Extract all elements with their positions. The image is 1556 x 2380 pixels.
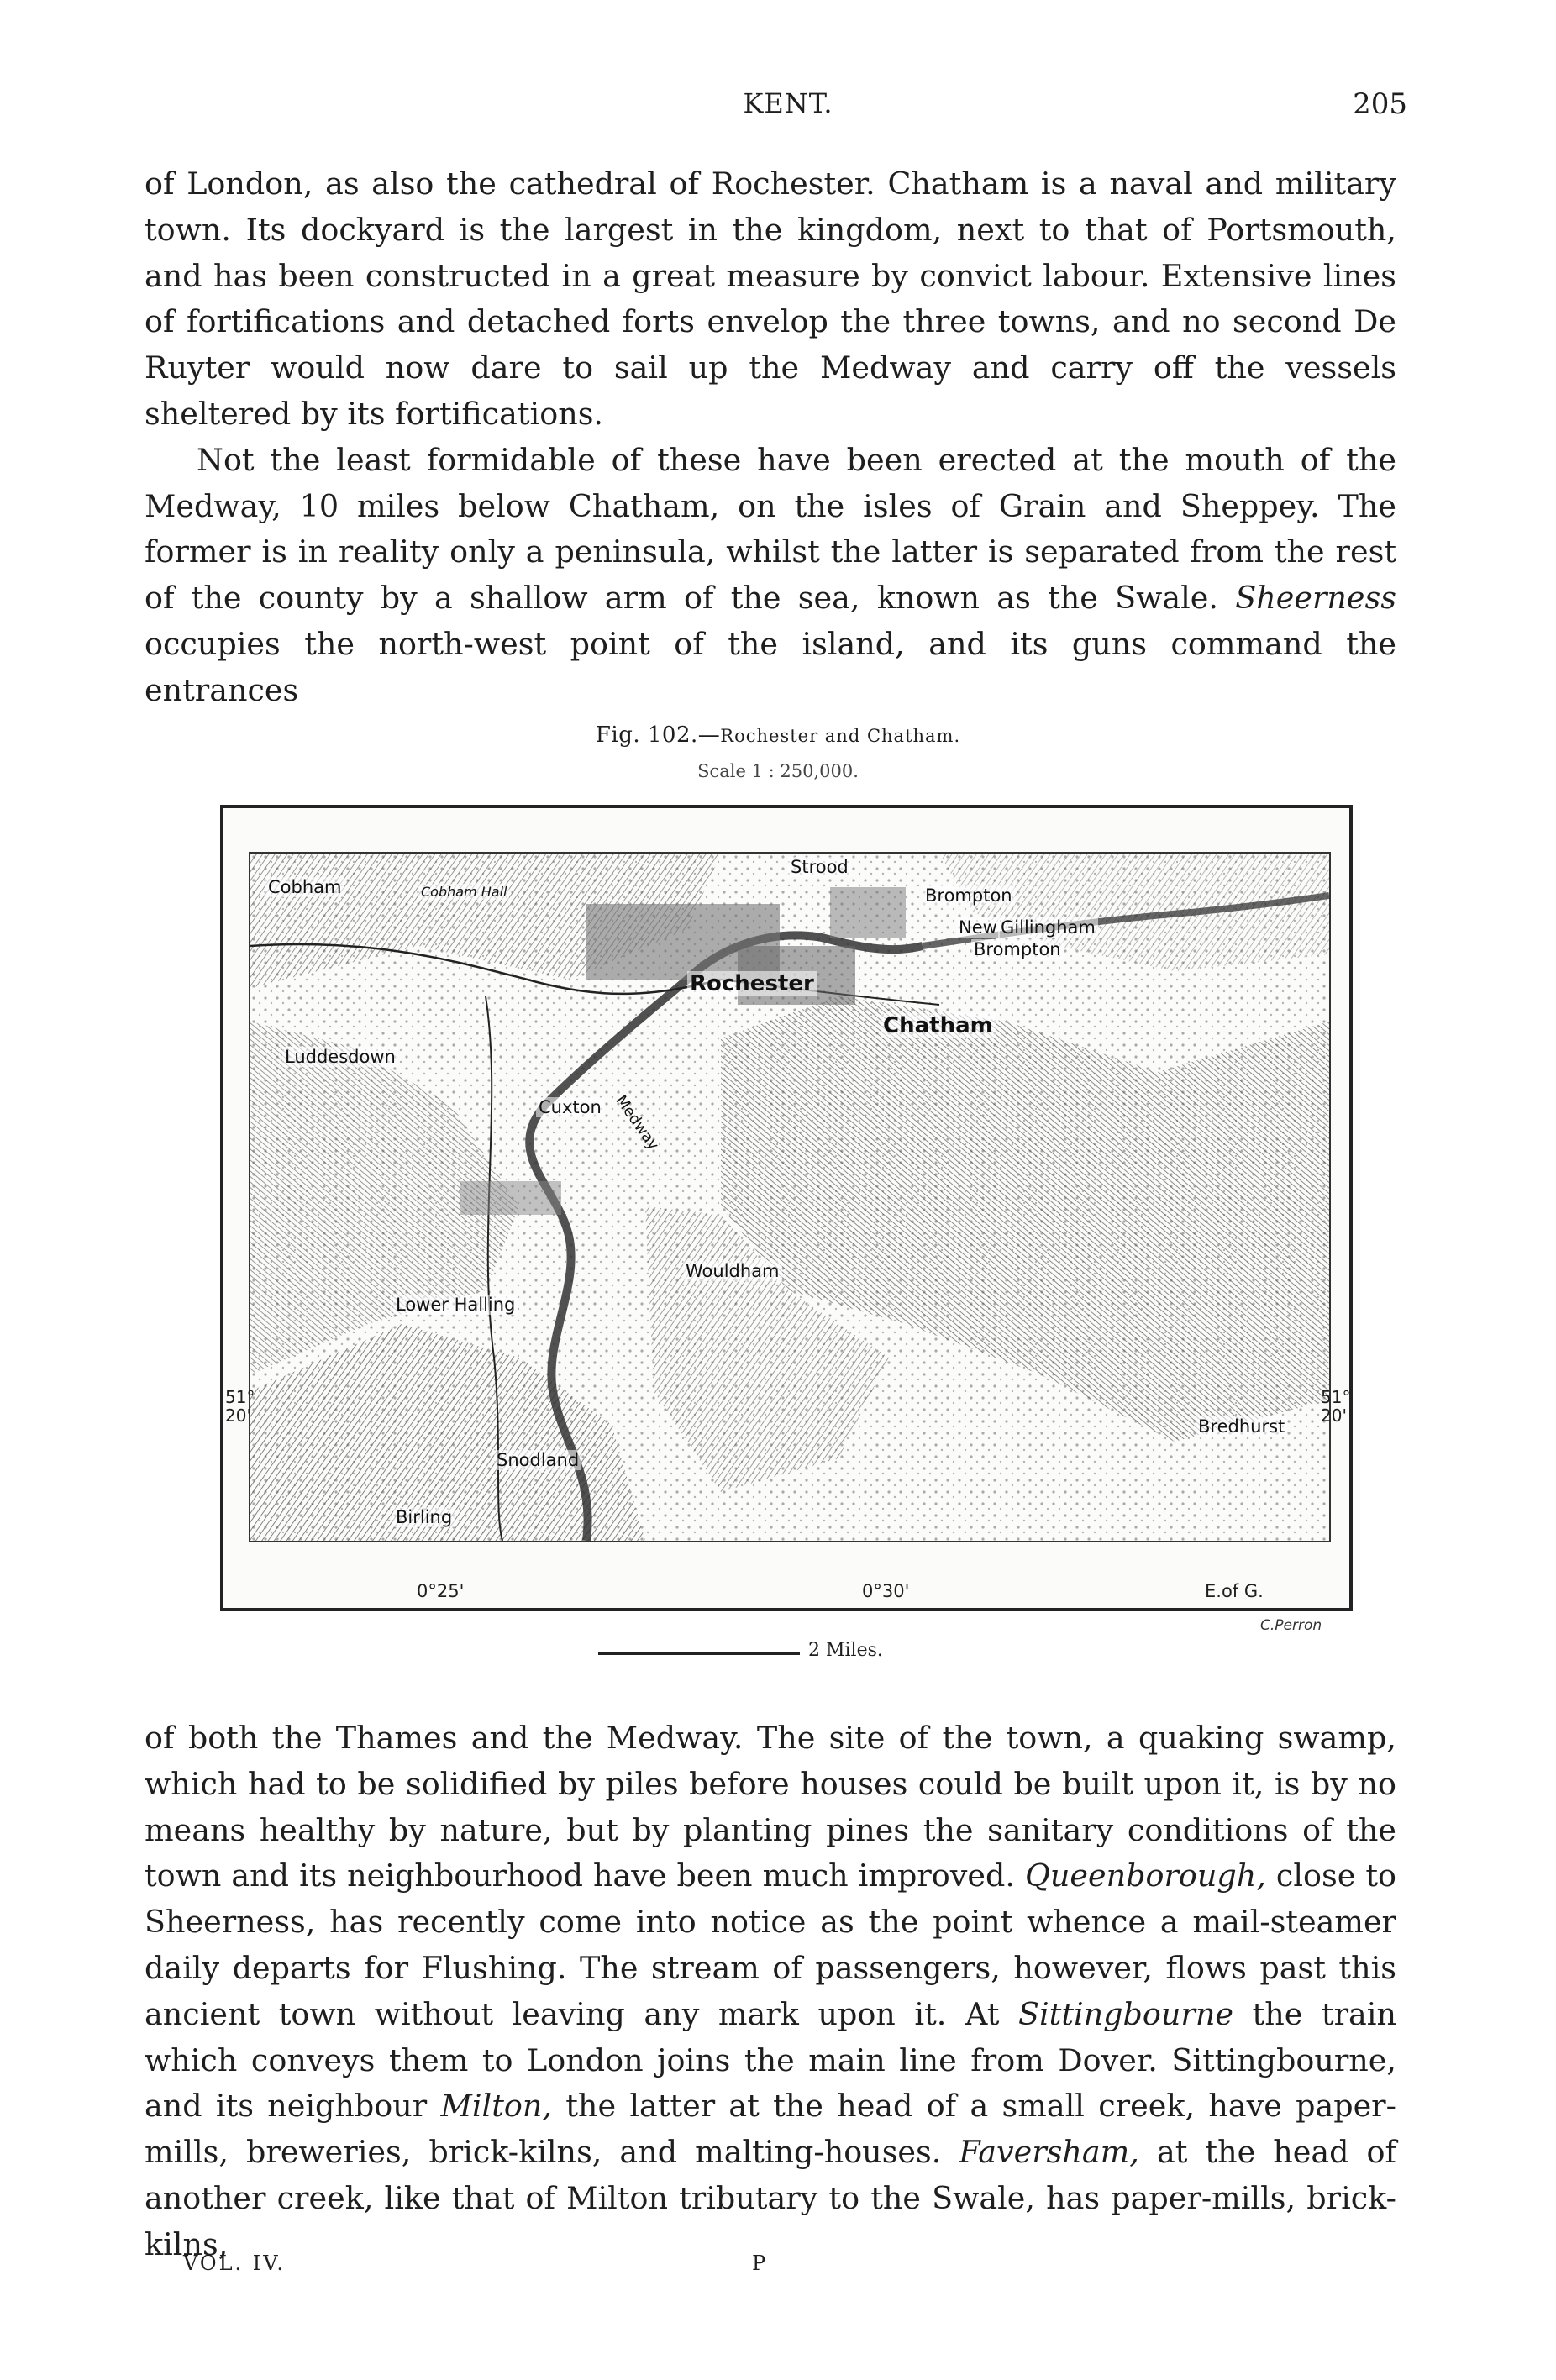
place-snodland: Snodland (494, 1450, 581, 1470)
paragraph-2 (145, 438, 1396, 714)
place-bredhurst: Bredhurst (1196, 1416, 1287, 1437)
town-halling (460, 1181, 561, 1215)
queenborough-italic: Queenborough, (1024, 1857, 1266, 1894)
signature-mark: P (752, 2251, 766, 2275)
longitude-right: E.of G. (1205, 1581, 1264, 1601)
place-strood: Strood (788, 857, 851, 877)
running-title: KENT. (743, 87, 833, 119)
page-number: 205 (1353, 87, 1407, 121)
place-birling: Birling (393, 1507, 455, 1527)
longitude-middle: 0°30' (862, 1581, 910, 1601)
top-text-block (145, 161, 1396, 714)
longitude-left: 0°25' (417, 1581, 465, 1601)
paragraph-2-text-a: Not the least formidable of these have been erected at the mouth of the Medway, 10 miles below Chatham, on the isles of Grain and Sheppey. The former is in reality only a peninsula, whilst the latter is separated from the rest of the county by a shallow arm of the sea, known as the Swale. (145, 441, 1396, 617)
sittingbourne-italic: Sittingbourne (1017, 1995, 1233, 2032)
paragraph-1: of London, as also the cathedral of Rochester. Chatham is a naval and military town. Its dockyard is the largest in the kingdom, next to that of Portsmouth, and has been constructed in a great measure by convict labour. Extensive lines of fortifications and detached forts envelop the three towns, and no second De Ruyter would now dare to sail up the Medway and carry off the vessels sheltered by its fortifications. (145, 165, 1396, 432)
paragraph-3-s2: close to Sheerness, has recently come into notice as the point whence a mail-steamer daily departs for Flushing. The stream of passengers, however, flows past this ancient town without leaving any mark upon it. At (145, 1857, 1396, 2032)
place-chatham: Chatham (881, 1013, 996, 1038)
paragraph-2-text-b: occupies the north-west point of the island, and its guns command the entrances (145, 625, 1396, 708)
bottom-text-block (145, 1715, 1396, 2268)
faversham-italic: Faversham, (959, 2134, 1139, 2171)
place-cobham-hall: Cobham Hall (418, 884, 509, 900)
milton-italic: Milton, (440, 2088, 552, 2125)
latitude-right-min: 20' (1321, 1405, 1347, 1426)
map-figure (220, 805, 1353, 1611)
paragraph-3-s1: of both the Thames and the Medway. The site of the town, a quaking swamp, which had to be solidified by piles before houses could be built upon it, is by no means healthy by nature, but by planting pines the sanitary conditions of the town and its neighbourhood have been much improved. (145, 1720, 1396, 1894)
scale-bar-label: 2 Miles. (808, 1640, 883, 1661)
place-new: New (956, 917, 1000, 938)
latitude-right-deg: 51° (1321, 1387, 1351, 1407)
paragraph-3-s4: the latter at the head of a small creek, have paper-mills, breweries, brick-kilns, and malting-houses. (145, 2088, 1396, 2171)
place-rochester: Rochester (687, 971, 817, 996)
place-luddesdown: Luddesdown (282, 1047, 398, 1067)
place-lower-halling: Lower Halling (393, 1295, 518, 1315)
label-river-medway: Medway (612, 1091, 663, 1154)
figure-title: Rochester and Chatham. (720, 726, 961, 746)
latitude-right (1321, 1388, 1350, 1425)
latitude-left-deg: 51° (225, 1387, 255, 1407)
place-brompton-top: Brompton (923, 885, 1015, 906)
map-engraving (250, 854, 1329, 1541)
paragraph-3 (145, 1715, 1396, 2268)
figure-scale: Scale 1 : 250,000. (697, 761, 859, 781)
paragraph-3-s5: at the head of another creek, like that of Milton tributary to the Swale, has paper-mills, brick-kilns, (145, 2134, 1396, 2262)
figure-caption (0, 722, 1556, 748)
scale-bar (598, 1652, 800, 1655)
latitude-left-min: 20' (225, 1405, 251, 1426)
figure-number: Fig. 102.— (595, 722, 721, 748)
sheerness-italic: Sheerness (1235, 580, 1396, 617)
map-area (249, 852, 1331, 1542)
place-cobham: Cobham (265, 877, 344, 897)
latitude-left (225, 1388, 255, 1425)
place-gillingham: Gillingham (998, 917, 1098, 938)
place-cuxton: Cuxton (536, 1097, 604, 1117)
page-header (0, 87, 1556, 129)
place-wouldham: Wouldham (683, 1261, 782, 1281)
paragraph-3-s3: the train which conveys them to London joins the main line from Dover. Sittingbourne, and its neighbour (145, 1995, 1396, 2125)
engraver-credit: C.Perron (1260, 1617, 1322, 1634)
place-brompton-lower: Brompton (971, 939, 1064, 959)
volume-marker: VOL. IV. (183, 2251, 286, 2275)
town-brompton (830, 887, 906, 938)
